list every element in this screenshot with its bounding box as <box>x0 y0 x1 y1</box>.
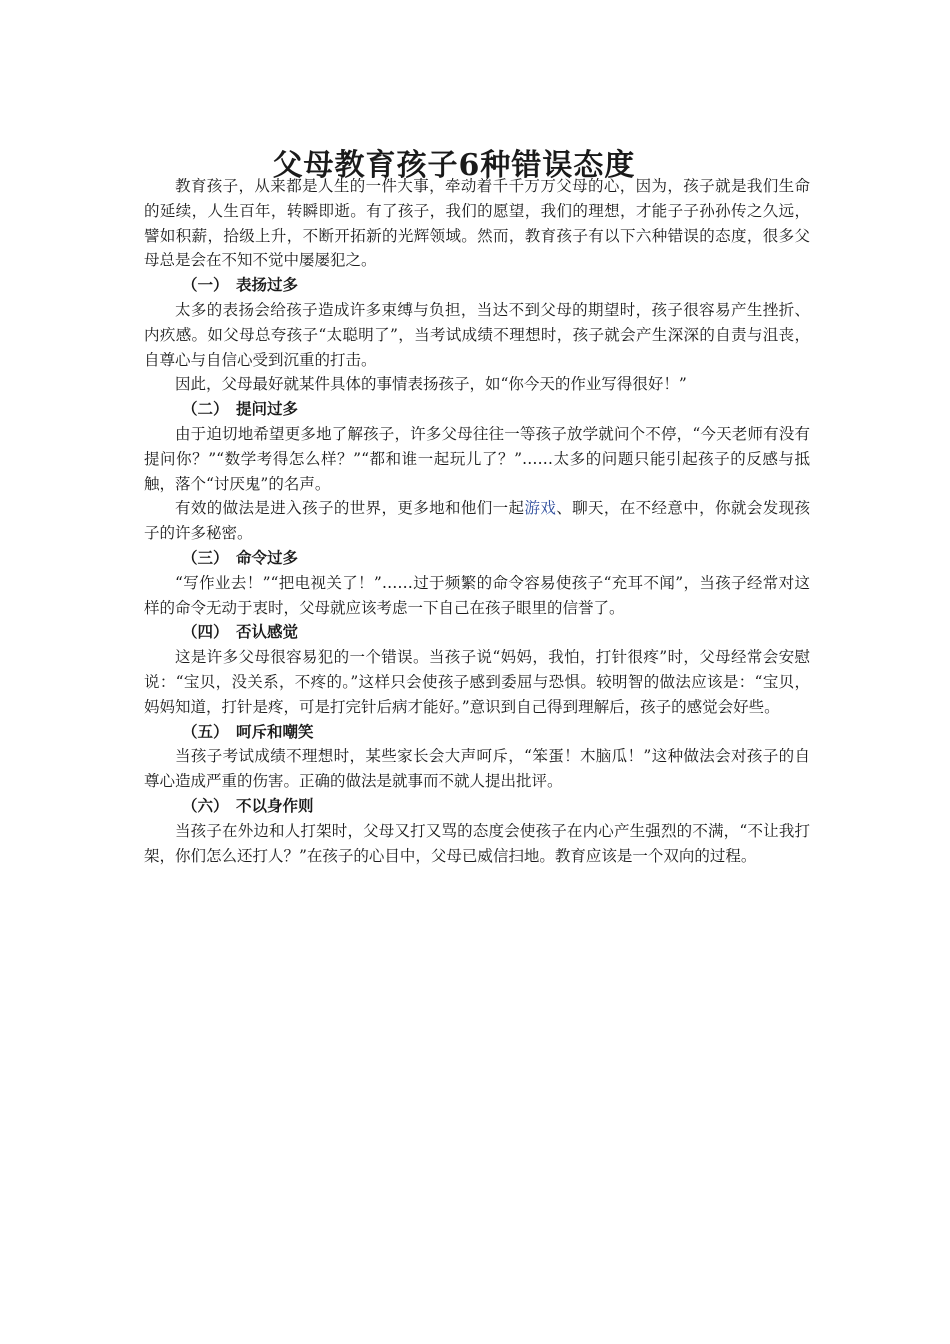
game-link[interactable]: 游戏 <box>524 499 557 518</box>
section-2-paragraph-1: 由于迫切地希望更多地了解孩子，许多父母往往一等孩子放学就问个不停，“今天老师有没有提问你？”“数学考得怎么样？”“都和谁一起玩儿了？”……太多的问题只能引起孩子的反感与抵触，落个“讨厌鬼”的名声。 <box>144 424 810 493</box>
text-before-link: 有效的做法是进入孩子的世界，更多地和他们一起 <box>175 499 525 518</box>
text-after-link: 、聊天，在不经意中，你就会发现孩子的许多秘密。 <box>144 499 810 543</box>
section-5-paragraph-1: 当孩子考试成绩不理想时，某些家长会大声呵斥，“笨蛋！木脑瓜！”这种做法会对孩子的自尊心造成严重的伤害。正确的做法是就事而不就人提出批评。 <box>144 747 810 791</box>
section-6-paragraph-1: 当孩子在外边和人打架时，父母又打又骂的态度会使孩子在内心产生强烈的不满，“不让我打架，你们怎么还打人？”在孩子的心目中，父母已威信扫地。教育应该是一个双向的过程。 <box>144 821 810 865</box>
section-title: 否认感觉 <box>236 622 299 642</box>
intro-paragraph: 教育孩子，从来都是人生的一件大事，牵动着千千万万父母的心，因为，孩子就是我们生命的延续，人生百年，转瞬即逝。有了孩子，我们的愿望，我们的理想，才能子子孙孙传之久远，譬如积薪，拾级上升，不断开拓新的光辉领域。然而，教育孩子有以下六种错误的态度，很多父母总是会在不知不觉中屡屡犯之。 <box>144 177 810 270</box>
section-3-paragraph-1: “写作业去！”“把电视关了！”……过于频繁的命令容易使孩子“充耳不闻”，当孩子经常对这样的命令无动于衷时，父母就应该考虑一下自己在孩子眼里的信誉了。 <box>144 573 810 617</box>
section-heading-4 <box>144 620 810 645</box>
section-1-paragraph-1: 太多的表扬会给孩子造成许多束缚与负担，当达不到父母的期望时，孩子很容易产生挫折、内疚感。如父母总夸孩子“太聪明了”，当考试成绩不理想时，孩子就会产生深深的自责与沮丧，自尊心与自信心受到沉重的打击。 <box>144 300 810 369</box>
section-heading-5 <box>144 720 810 745</box>
section-number: （五） <box>182 721 229 741</box>
section-number: （二） <box>182 399 229 419</box>
section-title: 呵斥和嘲笑 <box>236 721 314 741</box>
section-number: （一） <box>182 275 229 295</box>
document-title: 父母教育孩子6种错误态度 <box>272 148 636 184</box>
document-body <box>144 174 810 868</box>
section-title: 命令过多 <box>236 547 299 567</box>
section-number: （三） <box>182 547 229 567</box>
section-number: （四） <box>182 622 229 642</box>
section-heading-3 <box>144 546 810 571</box>
section-number: （六） <box>182 795 229 815</box>
section-title: 表扬过多 <box>236 275 299 295</box>
section-2-paragraph-2 <box>144 496 810 546</box>
section-title: 提问过多 <box>236 399 299 419</box>
section-heading-1 <box>144 273 810 298</box>
section-4-paragraph-1: 这是许多父母很容易犯的一个错误。当孩子说“妈妈，我怕，打针很疼”时，父母经常会安慰说：“宝贝，没关系，不疼的。”这样只会使孩子感到委屈与恐惧。较明智的做法应该是：“宝贝，妈妈知道，打针是疼，可是打完针后病才能好。”意识到自己得到理解后，孩子的感觉会好些。 <box>144 648 810 716</box>
section-title: 不以身作则 <box>236 795 314 815</box>
section-heading-6 <box>144 794 810 819</box>
section-1-paragraph-2: 因此，父母最好就某件具体的事情表扬孩子，如“你今天的作业写得很好！” <box>175 375 687 394</box>
section-heading-2 <box>144 397 810 422</box>
